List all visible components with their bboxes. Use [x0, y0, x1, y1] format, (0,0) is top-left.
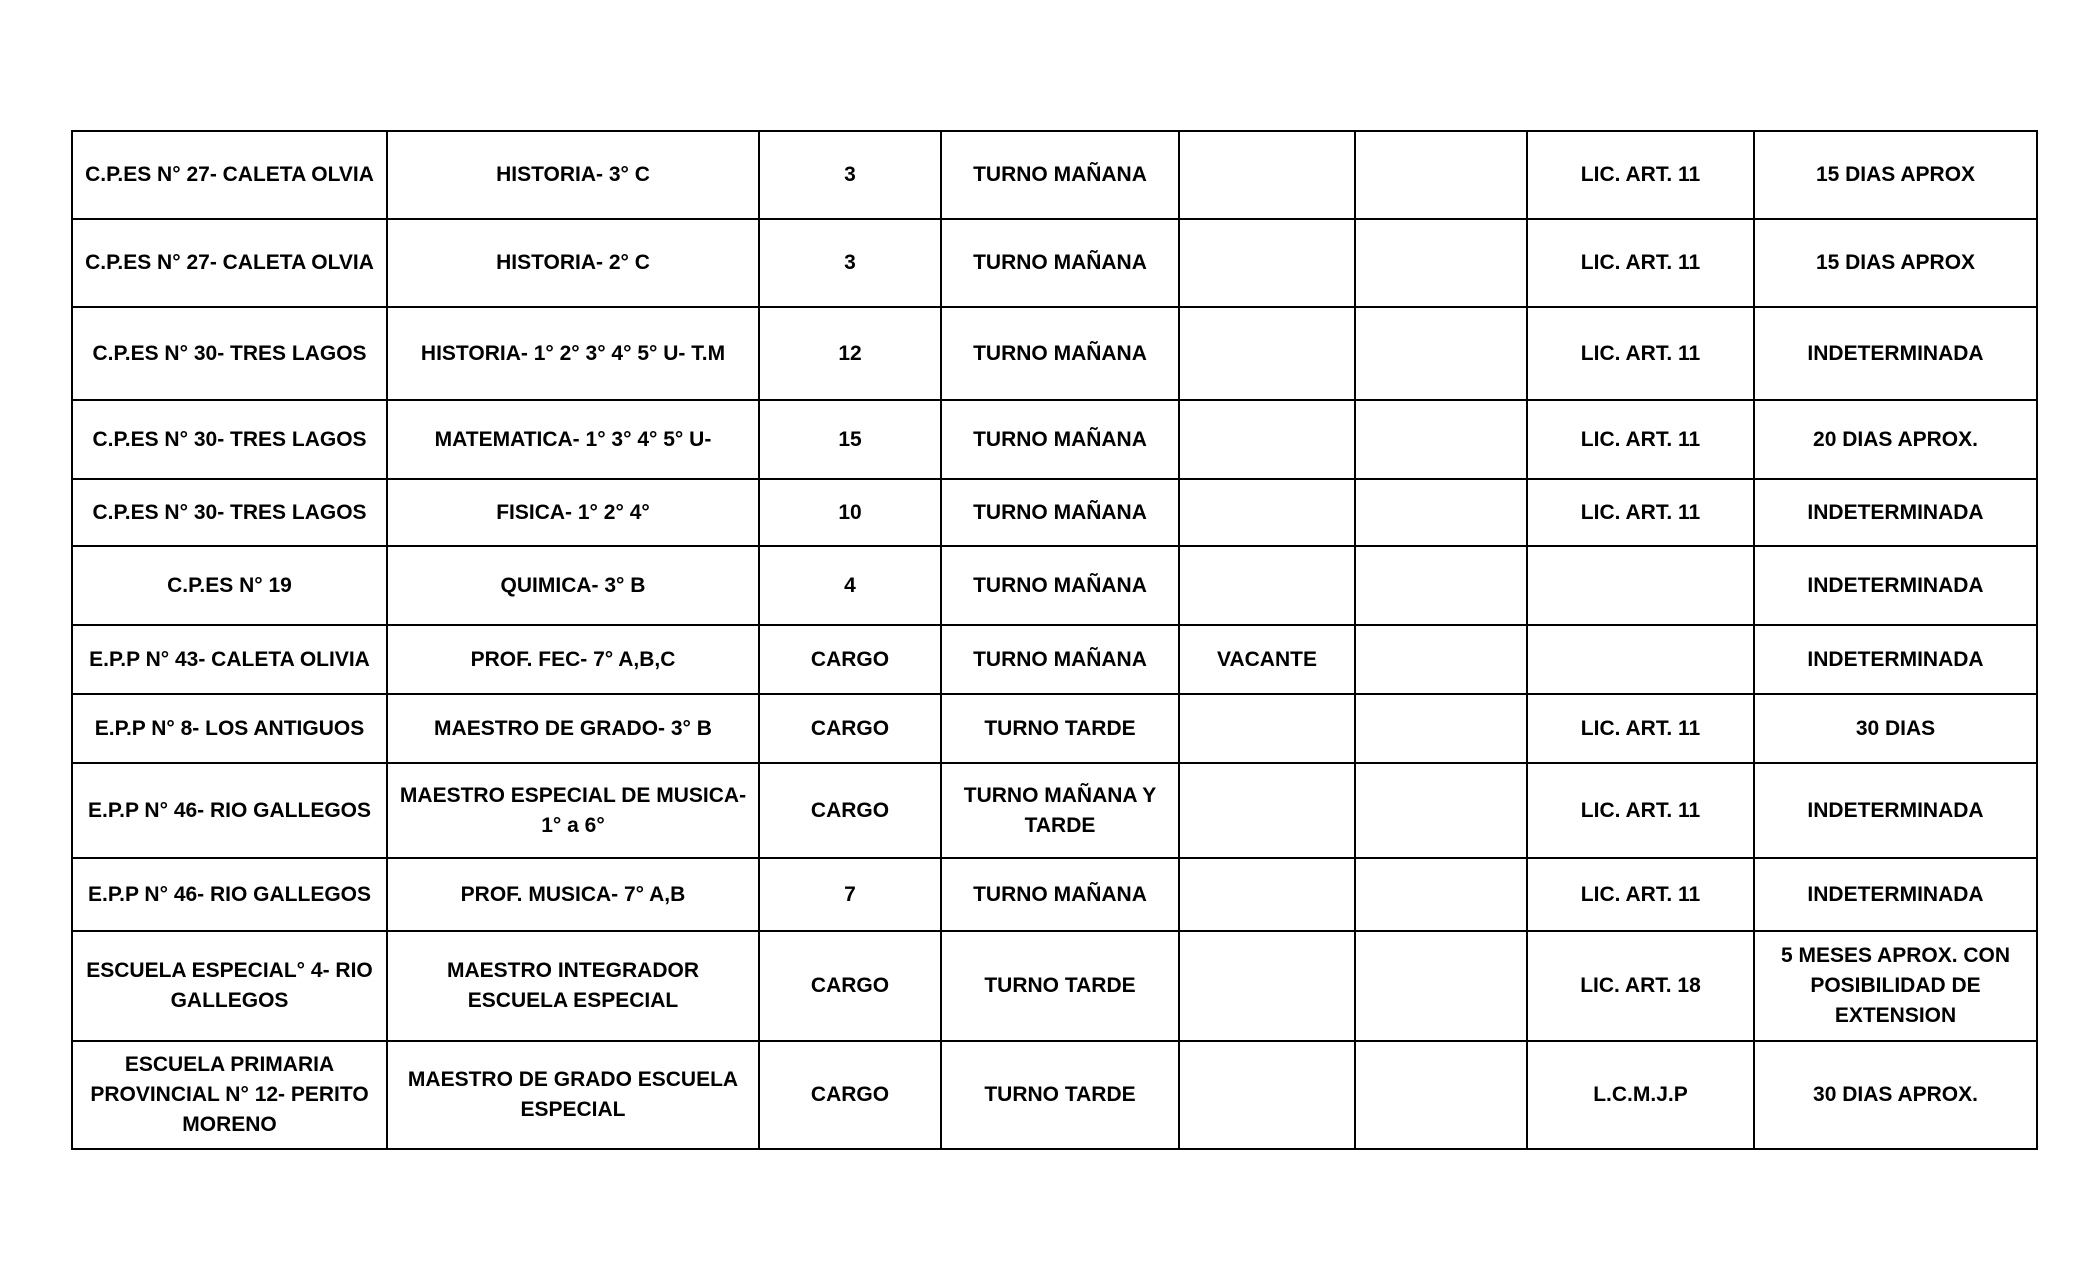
cell-extra — [1355, 858, 1527, 931]
cell-extra — [1355, 400, 1527, 479]
cell-shift: TURNO MAÑANA — [941, 307, 1179, 400]
cell-extra — [1355, 219, 1527, 307]
cell-shift: TURNO MAÑANA — [941, 219, 1179, 307]
cell-subject: MAESTRO INTEGRADOR ESCUELA ESPECIAL — [387, 931, 759, 1041]
cell-license: LIC. ART. 18 — [1527, 931, 1754, 1041]
cell-license: LIC. ART. 11 — [1527, 479, 1754, 546]
cell-extra — [1355, 694, 1527, 763]
table-row — [72, 625, 2037, 694]
cell-school: E.P.P N° 43- CALETA OLIVIA — [72, 625, 387, 694]
table-row — [72, 694, 2037, 763]
cell-extra — [1355, 1041, 1527, 1149]
cell-license: LIC. ART. 11 — [1527, 694, 1754, 763]
cell-subject: MATEMATICA- 1° 3° 4° 5° U- — [387, 400, 759, 479]
cell-hours: 3 — [759, 131, 941, 219]
cell-extra — [1355, 763, 1527, 858]
cell-shift: TURNO MAÑANA — [941, 400, 1179, 479]
cell-duration: 15 DIAS APROX — [1754, 131, 2037, 219]
table-row — [72, 307, 2037, 400]
cell-school: ESCUELA ESPECIAL° 4- RIO GALLEGOS — [72, 931, 387, 1041]
cell-subject: HISTORIA- 3° C — [387, 131, 759, 219]
table-row — [72, 763, 2037, 858]
cell-shift: TURNO TARDE — [941, 931, 1179, 1041]
cell-extra — [1355, 546, 1527, 625]
cell-duration: 5 MESES APROX. CON POSIBILIDAD DE EXTENSION — [1754, 931, 2037, 1041]
cell-school: C.P.ES N° 27- CALETA OLVIA — [72, 131, 387, 219]
cell-hours: CARGO — [759, 931, 941, 1041]
cell-hours: CARGO — [759, 1041, 941, 1149]
cell-extra — [1355, 625, 1527, 694]
cell-extra — [1355, 931, 1527, 1041]
cell-status — [1179, 931, 1355, 1041]
cell-license: LIC. ART. 11 — [1527, 400, 1754, 479]
cell-status — [1179, 479, 1355, 546]
cell-subject: MAESTRO ESPECIAL DE MUSICA- 1° a 6° — [387, 763, 759, 858]
cell-status — [1179, 546, 1355, 625]
cell-school: C.P.ES N° 30- TRES LAGOS — [72, 400, 387, 479]
cell-duration: 30 DIAS APROX. — [1754, 1041, 2037, 1149]
cell-subject: QUIMICA- 3° B — [387, 546, 759, 625]
cell-extra — [1355, 131, 1527, 219]
cell-shift: TURNO MAÑANA — [941, 546, 1179, 625]
cell-shift: TURNO MAÑANA — [941, 479, 1179, 546]
cell-status — [1179, 219, 1355, 307]
cell-school: ESCUELA PRIMARIA PROVINCIAL N° 12- PERITO MORENO — [72, 1041, 387, 1149]
cell-license — [1527, 546, 1754, 625]
cell-status — [1179, 1041, 1355, 1149]
cell-license: LIC. ART. 11 — [1527, 219, 1754, 307]
table-row — [72, 931, 2037, 1041]
cell-license: L.C.M.J.P — [1527, 1041, 1754, 1149]
cell-shift: TURNO TARDE — [941, 694, 1179, 763]
cell-status — [1179, 307, 1355, 400]
cell-hours: CARGO — [759, 694, 941, 763]
cell-duration: 15 DIAS APROX — [1754, 219, 2037, 307]
cell-license: LIC. ART. 11 — [1527, 763, 1754, 858]
cell-shift: TURNO TARDE — [941, 1041, 1179, 1149]
cell-school: C.P.ES N° 30- TRES LAGOS — [72, 479, 387, 546]
cell-subject: MAESTRO DE GRADO ESCUELA ESPECIAL — [387, 1041, 759, 1149]
cell-subject: HISTORIA- 1° 2° 3° 4° 5° U- T.M — [387, 307, 759, 400]
cell-subject: FISICA- 1° 2° 4° — [387, 479, 759, 546]
cell-hours: 7 — [759, 858, 941, 931]
cell-subject: MAESTRO DE GRADO- 3° B — [387, 694, 759, 763]
cell-school: E.P.P N° 46- RIO GALLEGOS — [72, 858, 387, 931]
table-row — [72, 858, 2037, 931]
cell-shift: TURNO MAÑANA — [941, 625, 1179, 694]
cell-status: VACANTE — [1179, 625, 1355, 694]
table-row — [72, 546, 2037, 625]
cell-hours: 10 — [759, 479, 941, 546]
cell-extra — [1355, 479, 1527, 546]
vacancies-table — [71, 130, 2038, 1150]
cell-license — [1527, 625, 1754, 694]
cell-status — [1179, 763, 1355, 858]
cell-shift: TURNO MAÑANA — [941, 858, 1179, 931]
cell-shift: TURNO MAÑANA Y TARDE — [941, 763, 1179, 858]
cell-duration: INDETERMINADA — [1754, 858, 2037, 931]
cell-school: E.P.P N° 46- RIO GALLEGOS — [72, 763, 387, 858]
cell-school: C.P.ES N° 30- TRES LAGOS — [72, 307, 387, 400]
cell-duration: 30 DIAS — [1754, 694, 2037, 763]
cell-license: LIC. ART. 11 — [1527, 858, 1754, 931]
cell-hours: CARGO — [759, 763, 941, 858]
cell-status — [1179, 694, 1355, 763]
cell-status — [1179, 858, 1355, 931]
cell-duration: INDETERMINADA — [1754, 307, 2037, 400]
table-row — [72, 131, 2037, 219]
table-row — [72, 1041, 2037, 1149]
cell-subject: PROF. MUSICA- 7° A,B — [387, 858, 759, 931]
table-body — [72, 131, 2037, 1149]
cell-duration: INDETERMINADA — [1754, 625, 2037, 694]
cell-shift: TURNO MAÑANA — [941, 131, 1179, 219]
cell-status — [1179, 131, 1355, 219]
cell-subject: PROF. FEC- 7° A,B,C — [387, 625, 759, 694]
cell-extra — [1355, 307, 1527, 400]
cell-status — [1179, 400, 1355, 479]
cell-subject: HISTORIA- 2° C — [387, 219, 759, 307]
cell-license: LIC. ART. 11 — [1527, 131, 1754, 219]
cell-duration: INDETERMINADA — [1754, 479, 2037, 546]
cell-duration: 20 DIAS APROX. — [1754, 400, 2037, 479]
cell-hours: 15 — [759, 400, 941, 479]
cell-school: C.P.ES N° 19 — [72, 546, 387, 625]
table-row — [72, 479, 2037, 546]
cell-school: C.P.ES N° 27- CALETA OLVIA — [72, 219, 387, 307]
cell-hours: 4 — [759, 546, 941, 625]
cell-duration: INDETERMINADA — [1754, 763, 2037, 858]
cell-school: E.P.P N° 8- LOS ANTIGUOS — [72, 694, 387, 763]
table-row — [72, 400, 2037, 479]
cell-duration: INDETERMINADA — [1754, 546, 2037, 625]
cell-license: LIC. ART. 11 — [1527, 307, 1754, 400]
cell-hours: 3 — [759, 219, 941, 307]
cell-hours: 12 — [759, 307, 941, 400]
table-row — [72, 219, 2037, 307]
cell-hours: CARGO — [759, 625, 941, 694]
